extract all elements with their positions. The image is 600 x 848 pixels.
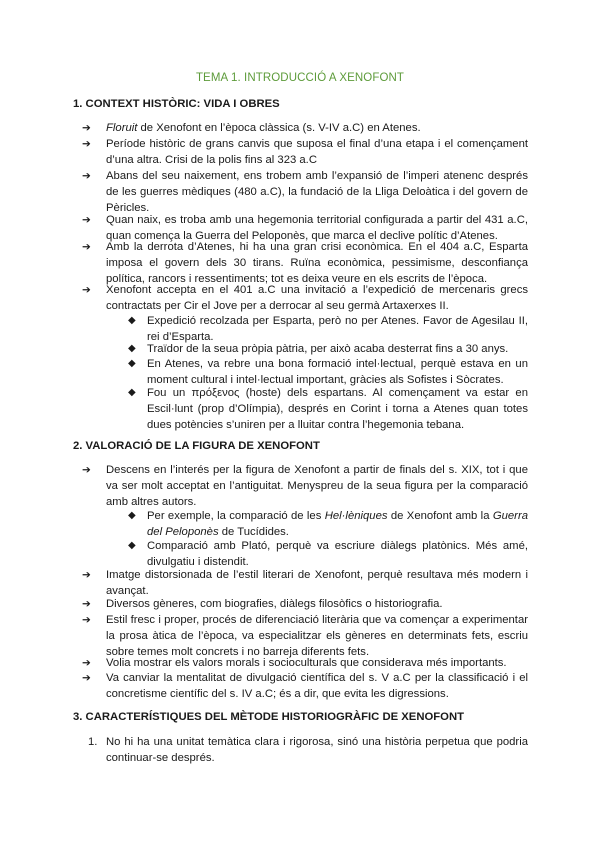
arrow-bullet-icon: ➔ <box>82 214 91 226</box>
section-heading-valoracio: 2. VALORACIÓ DE LA FIGURA DE XENOFONT <box>73 440 320 452</box>
list-item: ➔ Xenofont accepta en el 401 a.C una invitació a l’expedició de mercenaris grecs contractats per Cir el Jove per a derrocar al seu germà Artaxerxes II. <box>82 284 528 312</box>
section-heading-metode: 3. CARACTERÍSTIQUES DEL MÈTODE HISTORIOGRÀFIC DE XENOFONT <box>73 711 465 723</box>
diamond-bullet-icon: ◆ <box>128 358 136 369</box>
list-item: ➔ Descens en l’interés per la figura de Xenofont a partir de finals del s. XIX, tot i que va ser molt acceptat en l’antiguitat. Menyspreu de la seua figura per la comparació amb altres autors. <box>82 464 528 508</box>
list-item: ➔ Període històric de grans canvis que suposa el final d’una etapa i el començament d’una altra. Crisi de la polis fins al 323 a.C <box>82 138 528 166</box>
arrow-bullet-icon: ➔ <box>82 138 91 150</box>
list-item: ➔ Amb la derrota d’Atenes, hi ha una gran crisi econòmica. En el 404 a.C, Esparta imposa el govern dels 30 tirans. Ruïna econòmica, pessimisme, desconfiança política, rancors i ressentiments; tot es deixa veure en els escrits de l’època. <box>82 241 528 285</box>
list-item: ➔ Abans del seu naixement, ens trobem amb l’expansió de l’imperi atenenc després de les guerres mèdiques (480 a.C), la fundació de la Lliga Deloàtica i del govern de Pèricles. <box>82 170 528 214</box>
list-item: ➔ Quan naix, es troba amb una hegemonia territorial configurada a partir del 431 a.C, quan comença la Guerra del Peloponès, que marca el declive polític d’Atenes. <box>82 214 528 242</box>
sub-list-item: ◆ Per exemple, la comparació de les Hel·lèniques de Xenofont amb la Guerra del Peloponès de Tucídides. <box>128 510 528 538</box>
arrow-bullet-icon: ➔ <box>82 657 91 669</box>
arrow-bullet-icon: ➔ <box>82 122 91 134</box>
sub-list-item: ◆ Comparació amb Plató, perquè va escriure diàlegs platònics. Més amé, divulgatiu i distendit. <box>128 540 528 568</box>
arrow-bullet-icon: ➔ <box>82 598 91 610</box>
document-title: TEMA 1. INTRODUCCIÓ A XENOFONT <box>195 72 405 84</box>
diamond-bullet-icon: ◆ <box>128 510 136 521</box>
arrow-bullet-icon: ➔ <box>82 241 91 253</box>
work-title-peloponnesian-war: Guerra del Peloponès <box>147 510 528 538</box>
list-item: ➔ Diversos gèneres, com biografies, diàlegs filosòfics o historiografia. <box>82 598 443 610</box>
list-item: ➔ Floruit de Xenofont en l’època clàssica (s. V-IV a.C) en Atenes. <box>82 122 421 134</box>
arrow-bullet-icon: ➔ <box>82 569 91 581</box>
diamond-bullet-icon: ◆ <box>128 540 136 551</box>
section-heading-context: 1. CONTEXT HISTÒRIC: VIDA I OBRES <box>73 98 280 110</box>
floruit-term: Floruit <box>106 122 138 134</box>
list-item: ➔ Estil fresc i proper, procés de diferenciació literària que va començar a experimentar la prosa àtica de l’època, va especialitzar els gèneres en determinats fets, escriu sobre temes molt concrets i no barreja diferents fets. <box>82 614 528 658</box>
arrow-bullet-icon: ➔ <box>82 284 91 296</box>
sub-list-item: ◆ Expedició recolzada per Esparta, però no per Atenes. Favor de Agesilau II, rei d’Esparta. <box>128 315 528 343</box>
sub-list-item: ◆ Fou un πρόξενος (hoste) dels espartans. Al començament va estar en Escil·lunt (prop d’Olímpia), després en Corint i torna a Atenes quan totes dues potències s’uniren per a lluitar contra l’hegemonia tebana. <box>128 387 528 431</box>
arrow-bullet-icon: ➔ <box>82 170 91 182</box>
item-number: 1. <box>88 736 98 748</box>
arrow-bullet-icon: ➔ <box>82 614 91 626</box>
work-title-hellenica: Hel·lèniques <box>324 510 388 522</box>
list-item: ➔ Imatge distorsionada de l’estil literari de Xenofont, perquè resultava més modern i avançat. <box>82 569 528 597</box>
list-item: ➔ Volia mostrar els valors morals i socioculturals que considerava més importants. <box>82 657 507 669</box>
diamond-bullet-icon: ◆ <box>128 343 136 354</box>
sub-list-item: ◆ En Atenes, va rebre una bona formació intel·lectual, perquè estava en un moment cultural i intel·lectual important, gràcies als Sofistes i Sòcrates. <box>128 358 528 386</box>
diamond-bullet-icon: ◆ <box>128 315 136 326</box>
arrow-bullet-icon: ➔ <box>82 672 91 684</box>
list-item: ➔ Va canviar la mentalitat de divulgació científica del s. V a.C per la classificació i el concretisme científic del s. IV a.C; és a dir, que evita les digressions. <box>82 672 528 700</box>
sub-list-item: ◆ Traïdor de la seua pròpia pàtria, per això acaba desterrat fins a 30 anys. <box>128 343 509 355</box>
numbered-item: 1. No hi ha una unitat temàtica clara i rigorosa, sinó una història perpetua que podria continuar-se després. <box>88 736 528 764</box>
diamond-bullet-icon: ◆ <box>128 387 136 398</box>
arrow-bullet-icon: ➔ <box>82 464 91 476</box>
